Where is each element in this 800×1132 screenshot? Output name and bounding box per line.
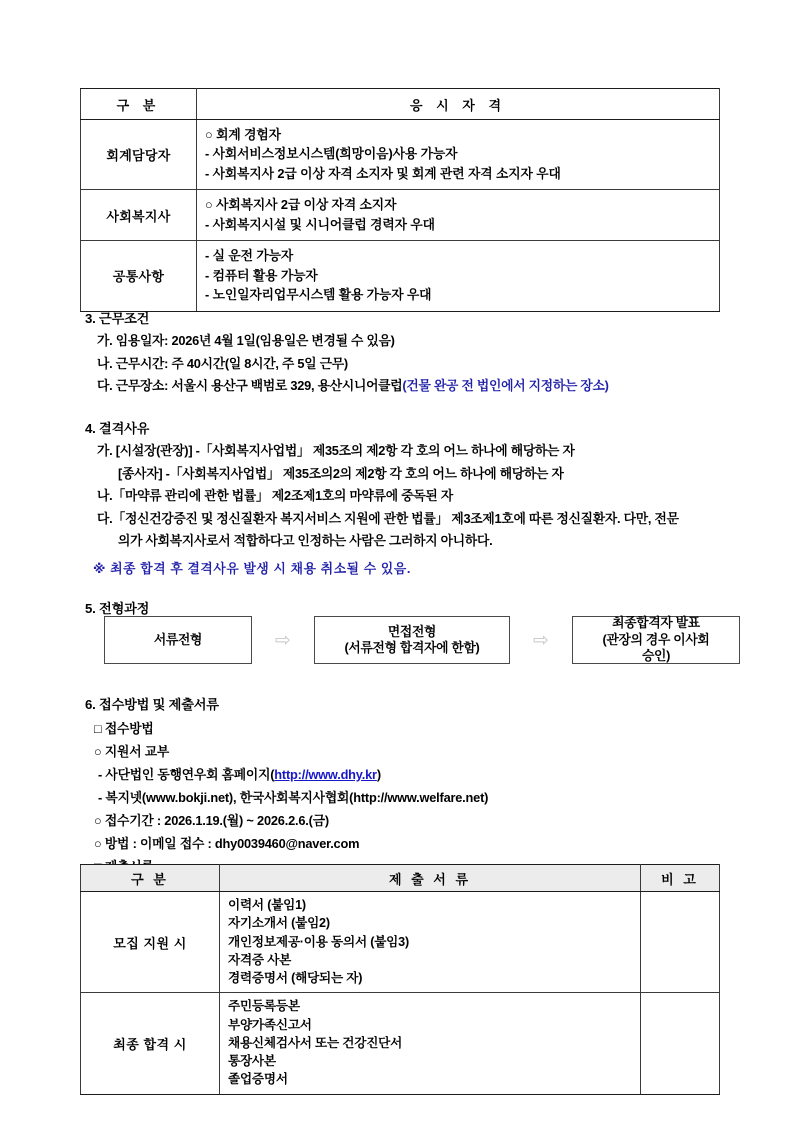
section6-issue-line1-prefix: - 사단법인 동행연우회 홈페이지( bbox=[98, 767, 275, 782]
flow-box-line: (서류전형 합격자에 한함) bbox=[344, 640, 480, 655]
section3-item-a: 가. 임용일자: 2026년 4월 1일(임용일은 변경될 수 있음) bbox=[97, 333, 395, 348]
section3-item-c bbox=[97, 377, 740, 396]
section-working-conditions bbox=[80, 308, 740, 400]
arrow-right-icon: ⇨ bbox=[275, 629, 291, 651]
section3-heading: 3. 근무조건 bbox=[85, 311, 150, 326]
section6-issue-line1 bbox=[98, 764, 740, 783]
qualification-header-category: 구 분 bbox=[81, 89, 197, 120]
table-row bbox=[81, 993, 720, 1094]
documents-remark-application bbox=[641, 892, 720, 993]
arrow-right-icon: ⇨ bbox=[533, 629, 549, 651]
qualification-header-detail: 응 시 자 격 bbox=[197, 89, 720, 120]
qualification-detail-line: ○ 회계 경험자 bbox=[205, 127, 281, 142]
section-disqualification bbox=[80, 418, 740, 577]
section4-item-c-line1: 다.「정신건강증진 및 정신질환자 복지서비스 지원에 관한 법률」 제3조제1호에 따른 정신질환자. 다만, 전문 bbox=[97, 510, 679, 526]
document-item: 부양가족신고서 bbox=[228, 1017, 312, 1032]
documents-header-remark: 비 고 bbox=[641, 865, 720, 892]
document-item: 개인정보제공·이용 동의서 (붙임3) bbox=[228, 934, 409, 949]
qualification-detail-line: ○ 사회복지사 2급 이상 자격 소지자 bbox=[205, 197, 397, 213]
section6-heading: 6. 접수방법 및 제출서류 bbox=[85, 697, 219, 712]
qualification-detail-common bbox=[197, 241, 720, 311]
section4-note: ※ 최종 합격 후 결격사유 발생 시 채용 취소될 수 있음. bbox=[93, 560, 411, 576]
flow-box-line: 서류전형 bbox=[153, 631, 203, 647]
section6-issue-line1-suffix: ) bbox=[376, 767, 381, 782]
section6-sub-application-method: □ 접수방법 bbox=[94, 721, 154, 736]
documents-table-header-row bbox=[81, 865, 720, 892]
section5-heading: 5. 전형과정 bbox=[85, 601, 150, 616]
flow-box-interview bbox=[314, 616, 510, 664]
qualification-detail-line: - 실 운전 가능자 bbox=[205, 248, 294, 264]
section4-item-b: 나.「마약류 관리에 관한 법률」 제2조제1호의 마약류에 중독된 자 bbox=[97, 488, 453, 504]
table-row bbox=[81, 892, 720, 993]
documents-when-application: 모집 지원 시 bbox=[81, 892, 220, 993]
qualification-category-accountant: 회계담당자 bbox=[81, 120, 197, 190]
documents-list-application bbox=[220, 892, 641, 993]
document-item: 이력서 (붙임1) bbox=[228, 898, 306, 912]
section3-item-c-text: 다. 근무장소: 서울시 용산구 백범로 329, 용산시니어클럽 bbox=[97, 378, 403, 394]
qualification-table bbox=[80, 88, 720, 312]
documents-header-category: 구 분 bbox=[81, 865, 220, 892]
documents-table bbox=[80, 864, 720, 1095]
qualification-category-social-worker: 사회복지사 bbox=[81, 190, 197, 241]
table-row bbox=[81, 120, 720, 190]
section4-heading: 4. 결격사유 bbox=[85, 421, 150, 436]
qualification-detail-social-worker bbox=[197, 190, 720, 241]
qualification-detail-line: - 사회복지시설 및 시니어클럽 경력자 우대 bbox=[205, 216, 435, 232]
documents-when-final: 최종 합격 시 bbox=[81, 993, 220, 1094]
selection-process-flow bbox=[80, 616, 740, 664]
document-item: 통장사본 bbox=[228, 1054, 276, 1068]
section6-issue-label: ○ 지원서 교부 bbox=[94, 744, 170, 759]
section4-item-a-line1: 가. [시설장(관장)] -「사회복지사업법」 제35조의 제2항 각 호의 어느 하나에 해당하는 자 bbox=[97, 443, 575, 458]
section6-application-email: ○ 방법 : 이메일 접수 : dhy0039460@naver.com bbox=[94, 836, 360, 851]
qualification-detail-accountant bbox=[197, 120, 720, 190]
flow-box-line: 면접전형 bbox=[387, 623, 437, 639]
qualification-detail-line: - 컴퓨터 활용 가능자 bbox=[205, 267, 318, 283]
flow-box-line: 승인) bbox=[641, 648, 671, 664]
flow-box-final-announcement bbox=[572, 616, 740, 664]
flow-box-line: (관장의 경우 이사회 bbox=[602, 631, 710, 647]
section3-item-b: 나. 근무시간: 주 40시간(일 8시간, 주 5일 근무) bbox=[97, 355, 348, 371]
document-item: 졸업증명서 bbox=[228, 1072, 288, 1087]
document-item: 자격증 사본 bbox=[228, 952, 292, 967]
section3-item-c-note: (건물 완공 전 법인에서 지정하는 장소) bbox=[402, 378, 609, 394]
document-item: 채용신체검사서 또는 건강진단서 bbox=[228, 1035, 403, 1050]
section4-item-c-line2: 의가 사회복지사로서 적합하다고 인정하는 사람은 그러하지 아니하다. bbox=[118, 533, 493, 549]
qualification-detail-line: - 사회서비스정보시스템(희망이음)사용 가능자 bbox=[205, 146, 458, 162]
document-item: 경력증명서 (해당되는 자) bbox=[228, 971, 363, 985]
qualification-detail-line: - 노인일자리업무시스템 활용 가능자 우대 bbox=[205, 287, 432, 303]
table-row bbox=[81, 190, 720, 241]
table-row bbox=[81, 241, 720, 311]
document-item: 자기소개서 (붙임2) bbox=[228, 916, 330, 931]
flow-box-document-screening bbox=[104, 616, 252, 664]
flow-box-line: 최종합격자 발표 bbox=[612, 615, 700, 631]
section-application-method bbox=[80, 694, 740, 879]
homepage-link[interactable]: http://www.dhy.kr bbox=[274, 767, 377, 782]
section6-application-period: ○ 접수기간 : 2026.1.19.(월) ~ 2026.2.6.(금) bbox=[94, 813, 329, 828]
qualification-detail-line: - 사회복지사 2급 이상 자격 소지자 및 회계 관련 자격 소지자 우대 bbox=[205, 165, 561, 181]
section6-issue-line2: - 복지넷(www.bokji.net), 한국사회복지사협회(http://www.welfare.net) bbox=[98, 790, 489, 805]
documents-list-final bbox=[220, 993, 641, 1094]
documents-header-docs: 제 출 서 류 bbox=[220, 865, 641, 892]
documents-remark-final bbox=[641, 993, 720, 1094]
qualification-table-header-row bbox=[81, 89, 720, 120]
section4-item-a-line2: [종사자] -「사회복지사업법」 제35조의2의 제2항 각 호의 어느 하나에 해당하는 자 bbox=[118, 465, 564, 481]
document-item: 주민등록등본 bbox=[228, 999, 300, 1014]
qualification-category-common: 공통사항 bbox=[81, 241, 197, 311]
